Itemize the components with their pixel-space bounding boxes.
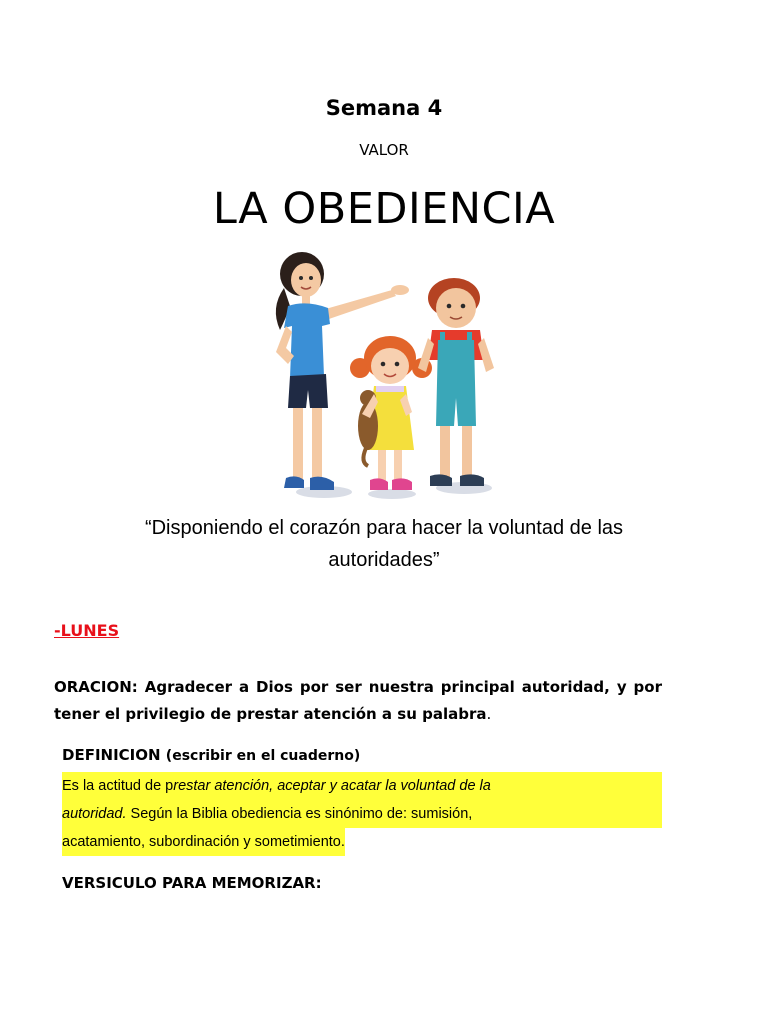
motto-quote: “Disponiendo el corazón para hacer la voluntad de las autoridades” — [144, 517, 624, 571]
definition-line-3 — [62, 828, 662, 856]
definition-line-1 — [62, 772, 662, 800]
definition-emphasis-1: restar atención, aceptar y acatar la voluntad de la — [173, 778, 491, 794]
definition-synonyms: Según la Biblia obediencia es sinónimo de: sumisión, — [126, 806, 473, 822]
prayer-label: ORACION: — [54, 678, 138, 696]
definition-note: (escribir en el cuaderno) — [165, 748, 361, 764]
definition-synonyms-end: acatamiento, subordinación y sometimiento. — [62, 828, 345, 856]
prayer-paragraph — [54, 674, 662, 728]
definition-label: DEFINICION — [62, 746, 161, 764]
definition-text — [62, 772, 662, 856]
definition-line-2 — [62, 800, 662, 828]
definition-prefix: Es la actitud de p — [62, 778, 174, 794]
children-family-illustration — [262, 248, 502, 503]
day-heading-monday: -LUNES — [54, 621, 120, 640]
definition-emphasis-2: autoridad. — [62, 806, 127, 822]
verse-heading: VERSICULO PARA MEMORIZAR: — [62, 874, 322, 892]
boy-figure — [418, 278, 494, 486]
prayer-period: . — [486, 705, 492, 723]
prayer-text: Agradecer a Dios por ser nuestra principal autoridad, y por tener el privilegio de prestar atención a su palabra — [54, 678, 662, 723]
value-label: VALOR — [359, 141, 409, 159]
definition-heading — [62, 746, 360, 764]
page-title: LA OBEDIENCIA — [212, 184, 556, 234]
younger-girl-figure — [350, 336, 432, 490]
week-title: Semana 4 — [325, 96, 443, 120]
